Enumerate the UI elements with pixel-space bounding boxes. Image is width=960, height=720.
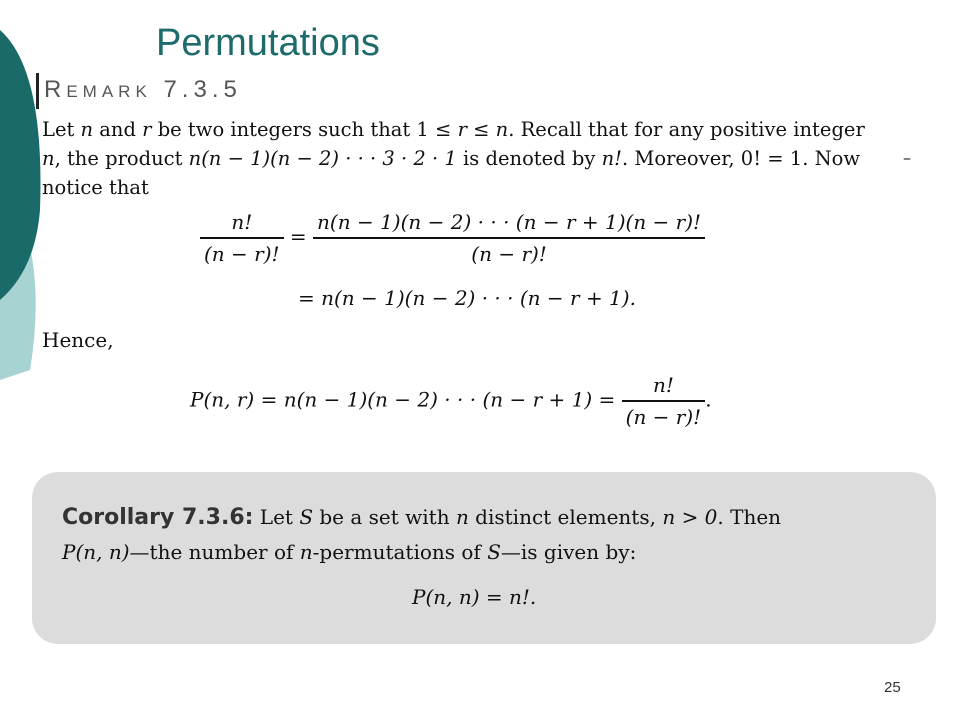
corollary-label: Corollary 7.3.6: xyxy=(62,505,254,530)
eq1-lhs-fraction: $\frac{n!}{(n - r)!}$ xyxy=(200,210,284,266)
equation-1: $\frac{n!}{(n - r)!}$ = $\frac{n(n - 1)(n - 2) \cdot \cdot \cdot (n - r + 1)(n - r)!}{(n - r)!}$ xyxy=(200,210,705,266)
corollary-line-2: P(n, n)—the number of n-permutations of S—is given by: xyxy=(62,540,637,564)
equation-2: = n(n − 1)(n − 2) · · · (n − r + 1). xyxy=(298,286,636,310)
corollary-equation: P(n, n) = n!. xyxy=(412,585,537,609)
corollary-line-1: Corollary 7.3.6: Let S be a set with n distinct elements, n > 0. Then xyxy=(62,505,782,530)
remark-line-1: Let n and r be two integers such that 1 ≤ r ≤ n. Recall that for any positive integer xyxy=(42,118,865,141)
page-number: 25 xyxy=(884,679,901,696)
remark-bar xyxy=(36,73,39,109)
hence-label: Hence, xyxy=(42,328,114,352)
equation-3: P(n, r) = n(n − 1)(n − 2) · · · (n − r + 1) = $\frac{n!}{(n - r)!}$ . xyxy=(190,373,712,429)
remark-heading: Remark 7.3.5 xyxy=(44,76,242,103)
slide-title: Permutations xyxy=(156,22,380,64)
stray-dash: – xyxy=(903,148,911,167)
corollary-text xyxy=(62,500,912,569)
eq1-rhs-fraction: $\frac{n(n - 1)(n - 2) \cdot \cdot \cdot (n - r + 1)(n - r)!}{(n - r)!}$ xyxy=(313,210,705,266)
eq3-fraction: $\frac{n!}{(n - r)!}$ xyxy=(622,373,706,429)
remark-line-2: n, the product n(n − 1)(n − 2) · · · 3 · 2 · 1 is denoted by n!. Moreover, 0! = 1. Now xyxy=(42,147,861,170)
remark-paragraph xyxy=(42,115,912,202)
remark-line-3: notice that xyxy=(42,176,149,199)
